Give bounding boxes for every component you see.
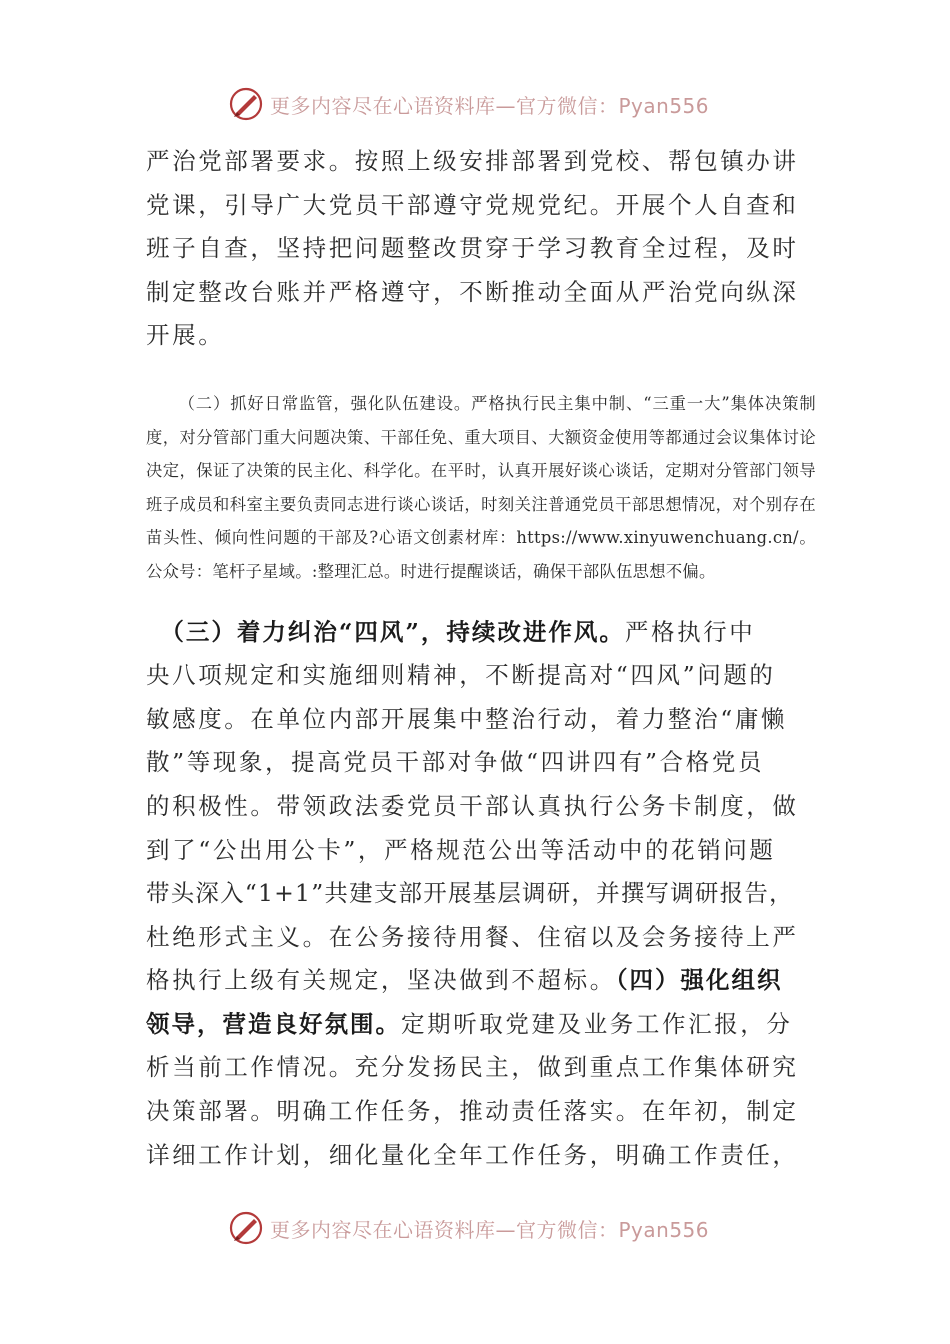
banner-text: 更多内容尽在心语资料库—官方微信：Pyan556 [270, 93, 710, 118]
text-line: 散”等现象，提高党员干部对争做“四讲四有”合格党员 [146, 748, 765, 777]
document-page [146, 140, 816, 1177]
banner-text: 更多内容尽在心语资料库—官方微信：Pyan556 [270, 1217, 710, 1242]
section-heading-4: （四）强化组织 [615, 966, 783, 995]
text-line: 严治党部署要求。按照上级安排部署到党校、帮包镇办讲 [146, 147, 799, 175]
section-heading-4-cont: 领导，营造良好氛围。 [146, 1009, 401, 1038]
text-line: 的积极性。带领政法委党员干部认真执行公务卡制度，做 [146, 791, 799, 820]
text-line: 到了“公出用公卡”，严格规范公出等活动中的花销问题 [146, 835, 776, 864]
text-line: 认真开展好谈心谈话，定期对分管部门领导班子成员和科室主要负责同志进行 [146, 461, 816, 514]
text-line: 班子自查，坚持把问题整改贯穿于学习教育全过程，及时 [146, 234, 799, 263]
text-line [146, 959, 816, 1003]
text-line: 谈心谈话，时刻关注普通党员干部思想情况，对个别存在苗头性、倾向性问题 [146, 494, 816, 548]
header-banner [228, 84, 709, 124]
text-line: 央八项规定和实施细则精神，不断提高对“四风”问题的 [146, 661, 776, 690]
text-line: 详细工作计划，细化量化全年工作任务，明确工作责任， [146, 1140, 799, 1169]
text-line: 带头深入“1+1”共建支部开展基层调研，并撰写调研报告， [146, 879, 794, 908]
text-line: 杜绝形式主义。在公务接待用餐、住宿以及会务接待上严 [146, 922, 799, 951]
text-line: 金使用等都通过会议集体讨论决定，保证了决策的民主化、科学化。在平时， [146, 427, 816, 481]
text-span: 格执行上级有关规定，坚决做到不超标。 [146, 966, 616, 995]
text-line: 星域。:整理汇总。时进行提醒谈话，确保干部队伍思想不偏。 [262, 561, 716, 581]
text-line: 开展。 [146, 321, 225, 350]
text-line: 制定整改台账并严格遵守，不断推动全面从严治党向纵深 [146, 277, 799, 306]
text-line [146, 1003, 816, 1047]
text-line: （二）抓好日常监管，强化队伍建设。严格执行民主集中制、“三重一 [178, 393, 705, 413]
text-line: 析当前工作情况。充分发扬民主，做到重点工作集体研究 [146, 1053, 799, 1082]
text-span: 定期听取党建及业务工作汇报，分 [401, 1009, 793, 1038]
text-line: 党课，引导广大党员干部遵守党规党纪。开展个人自查和 [146, 190, 799, 219]
pen-logo-icon [228, 86, 264, 122]
text-line: 的干部及?心语文创素材库：https://www.xinyuwenchuang.cn/。公众号：笔杆子 [146, 528, 816, 581]
paragraph-2 [146, 387, 816, 589]
pen-logo-icon [228, 1210, 264, 1246]
text-line: 大”集体决策制度，对分管部门重大问题决策、干部任免、重大项目、大额资 [146, 393, 816, 447]
text-line [146, 611, 816, 655]
text-span: 严格执行中 [624, 617, 756, 646]
paragraph-3 [146, 611, 816, 1178]
paragraph-1 [146, 140, 816, 358]
footer-banner [228, 1208, 709, 1248]
section-heading-3: （三）着力纠治“四风”，持续改进作风。 [172, 617, 625, 646]
text-line: 敏感度。在单位内部开展集中整治行动，着力整治“庸懒 [146, 704, 788, 733]
text-line: 决策部署。明确工作任务，推动责任落实。在年初，制定 [146, 1097, 799, 1126]
